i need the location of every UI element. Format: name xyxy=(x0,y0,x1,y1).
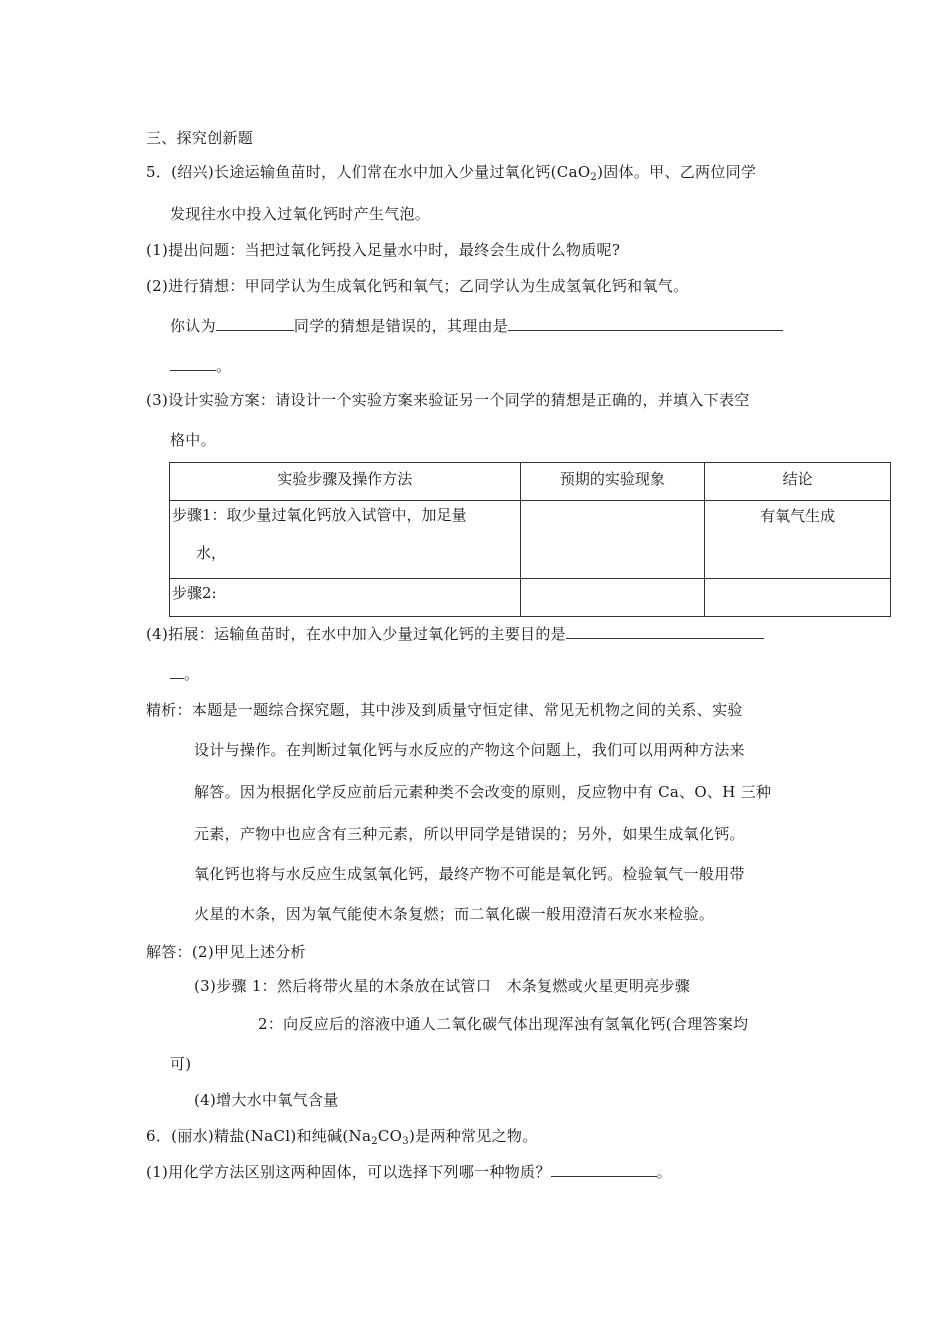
table-cell-step-1: 步骤1：取少量过氧化钙放入试管中，加足量 水， xyxy=(170,501,521,579)
answer-line: 2：向反应后的溶液中通人二氧化碳气体出现浑浊有氢氧化钙(合理答案均 xyxy=(258,1015,749,1033)
analysis-line: 元素，产物中也应含有三种元素，所以甲同学是错误的；另外，如果生成氧化钙。 xyxy=(194,825,745,843)
answer-line: (3)步骤 1：然后将带火星的木条放在试管口 木条复燃或火星更明亮步骤 xyxy=(194,977,691,995)
analysis-line: 解答。因为根据化学反应前后元素种类不会改变的原则，反应物中有 Ca、O、H 三种 xyxy=(194,783,772,801)
answer-blank[interactable] xyxy=(170,356,216,371)
table-header-steps: 实验步骤及操作方法 xyxy=(170,463,521,501)
q5-part-3: (3)设计实验方案：请设计一个实验方案来验证另一个同学的猜想是正确的，并填入下表空 xyxy=(146,391,750,409)
table-header-row xyxy=(170,463,891,501)
q5-part-1: (1)提出问题：当把过氧化钙投入足量水中时，最终会生成什么物质呢? xyxy=(146,241,621,259)
answer-blank[interactable] xyxy=(170,664,184,679)
answer-blank[interactable] xyxy=(566,624,764,639)
q5-part-2-continuation: 。 xyxy=(170,356,231,376)
q6-part-1: (1)用化学方法区别这两种固体，可以选择下列哪一种物质？ 。 xyxy=(146,1163,672,1181)
answer-line: 解答：(2)甲见上述分析 xyxy=(146,943,306,961)
q5-line-2: 发现往水中投入过氧化钙时产生气泡。 xyxy=(170,205,431,223)
experiment-table xyxy=(169,462,891,617)
analysis-line: 精析：本题是一题综合探究题，其中涉及到质量守恒定律、常见无机物之间的关系、实验 xyxy=(146,701,743,719)
answer-line: (4)增大水中氧气含量 xyxy=(194,1091,339,1109)
q5-part-2-question: 你认为 同学的猜想是错误的，其理由是 xyxy=(170,316,783,336)
table-cell-phenomenon-2[interactable] xyxy=(520,579,705,617)
answer-line: 可) xyxy=(170,1055,192,1073)
analysis-line: 氧化钙也将与水反应生成氢氧化钙，最终产物不可能是氧化钙。检验氧气一般用带 xyxy=(194,865,745,883)
table-header-phenomenon: 预期的实验现象 xyxy=(520,463,705,501)
table-cell-phenomenon-1[interactable] xyxy=(520,501,705,579)
table-header-conclusion: 结论 xyxy=(705,463,891,501)
answer-blank[interactable] xyxy=(216,316,294,331)
q5-part-2: (2)进行猜想：甲同学认为生成氧化钙和氧气；乙同学认为生成氢氧化钙和氧气。 xyxy=(146,277,689,295)
q5-part-4-continuation: 。 xyxy=(170,664,199,684)
analysis-line: 设计与操作。在判断过氧化钙与水反应的产物这个问题上，我们可以用两种方法来 xyxy=(194,741,745,759)
table-row xyxy=(170,501,891,579)
q6-line-1: 6．(丽水)精盐(NaCl)和纯碱$(Na_2CO_3)$是两种常见之物。 xyxy=(146,1127,538,1147)
answer-blank[interactable] xyxy=(508,316,783,331)
q5-line-1: 5．(绍兴)长途运输鱼苗时，人们常在水中加入少量过氧化钙(CaO$_2$)固体。甲、乙两位同学 xyxy=(146,163,757,183)
answer-blank[interactable] xyxy=(551,1162,657,1177)
table-cell-step-2[interactable]: 步骤2: xyxy=(170,579,521,617)
table-cell-conclusion-1: 有氧气生成 xyxy=(705,501,891,579)
q5-part-4: (4)拓展：运输鱼苗时，在水中加入少量过氧化钙的主要目的是 xyxy=(146,624,764,644)
analysis-line: 火星的木条，因为氧气能使木条复燃；而二氧化碳一般用澄清石灰水来检验。 xyxy=(194,905,715,923)
section-title: 三、探究创新题 xyxy=(146,129,254,147)
table-row xyxy=(170,579,891,617)
q5-part-3-continuation: 格中。 xyxy=(170,431,216,449)
table-cell-conclusion-2[interactable] xyxy=(705,579,891,617)
